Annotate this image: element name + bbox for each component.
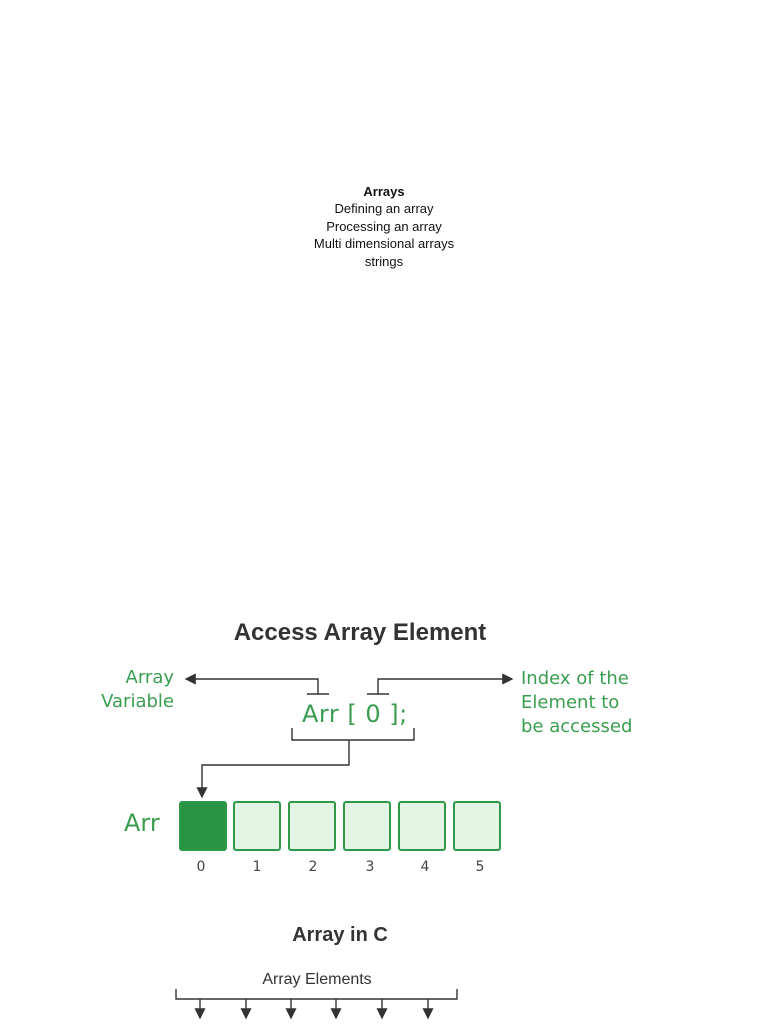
array-variable-arrow xyxy=(186,679,329,694)
index-label-line1: Index of the xyxy=(521,668,629,689)
array-cell-3 xyxy=(343,801,391,851)
figure-title-access-array-element: Access Array Element xyxy=(233,619,487,646)
toc-heading: Arrays xyxy=(363,184,405,199)
figure-title-array-in-c: Array in C xyxy=(292,924,388,946)
toc-item-defining: Defining an array xyxy=(334,201,434,217)
toc-item-multidimensional: Multi dimensional arrays xyxy=(313,236,455,252)
array-access-expression: Arr [ 0 ]; xyxy=(302,700,408,728)
array-index-4: 4 xyxy=(420,859,430,875)
array-variable-label-line2: Variable xyxy=(101,691,174,712)
toc-item-processing: Processing an array xyxy=(326,218,442,234)
array-cell-4 xyxy=(398,801,446,851)
index-label-line2: Element to xyxy=(521,692,620,713)
array-cell-1 xyxy=(233,801,281,851)
array-index-0: 0 xyxy=(196,859,206,875)
array-cell-0 xyxy=(179,801,227,851)
array-index-5: 5 xyxy=(475,859,485,875)
array-index-3: 3 xyxy=(365,859,375,875)
array-cell-2 xyxy=(288,801,336,851)
array-variable-label-line1: Array xyxy=(125,667,174,688)
array-name-label: Arr xyxy=(124,809,160,837)
index-label-line3: be accessed xyxy=(521,716,633,737)
array-elements-bracket xyxy=(176,989,457,1018)
array-index-2: 2 xyxy=(308,859,318,875)
expression-bracket-arrow xyxy=(202,728,414,797)
toc-item-strings: strings xyxy=(364,253,404,269)
array-elements-label: Array Elements xyxy=(262,971,372,988)
array-index-1: 1 xyxy=(252,859,262,875)
index-arrow xyxy=(367,679,512,694)
array-cell-5 xyxy=(453,801,501,851)
